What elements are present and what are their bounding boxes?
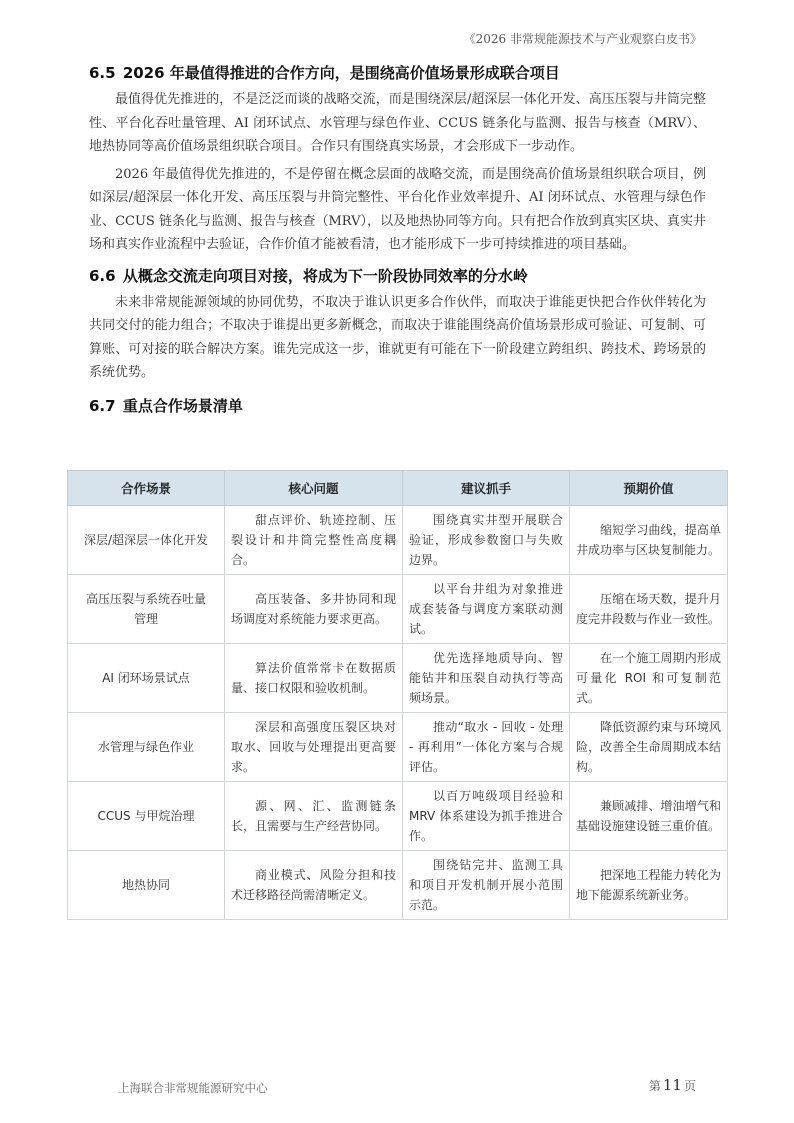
table-cell: 算法价值常常卡在数据质量、接口权限和验收机制。 (225, 644, 403, 713)
table-cell: 围绕钻完井、监测工具和项目开发机制开展小范围示范。 (403, 851, 570, 920)
table-cell: 高压装备、多井协同和现场调度对系统能力要求更高。 (225, 575, 403, 644)
table-cell: CCUS 与甲烷治理 (68, 782, 225, 851)
running-header: 《2026 非常规能源技术与产业观察白皮书》 (463, 32, 702, 46)
column-header: 预期价值 (570, 471, 728, 506)
section-heading-6-7 (89, 395, 706, 417)
section-heading-6-5 (89, 62, 706, 84)
table-cell: 优先选择地质导向、智能钻井和压裂自动执行等高频场景。 (403, 644, 570, 713)
table-cell: 降低资源约束与环境风险，改善全生命周期成本结构。 (570, 713, 728, 782)
table-cell: 以平台井组为对象推进成套装备与调度方案联动测试。 (403, 575, 570, 644)
column-header: 建议抓手 (403, 471, 570, 506)
section-number: 6.6 (89, 266, 116, 285)
table-cell: 商业模式、风险分担和技术迁移路径尚需清晰定义。 (225, 851, 403, 920)
page-number (649, 1076, 696, 1094)
table-header-row (68, 471, 728, 506)
table-cell: 把深地工程能力转化为地下能源系统新业务。 (570, 851, 728, 920)
table-cell: 压缩在场天数，提升月度完井段数与作业一致性。 (570, 575, 728, 644)
section-number: 6.5 (89, 64, 116, 82)
paragraph: 2026 年最值得优先推进的，不是停留在概念层面的战略交流，而是围绕高价值场景组织联合项目，例如深层/超深层一体化开发、高压压裂与井筒完整性、平台化作业效率提升、AI 闭环试点、水管理与绿色作业、CCUS 链条化与监测、报告与核查（MRV），以及地热协同等方向。只有把合作放到真实区块、真实井场和真实作业流程中去验证，合作价值才能被看清，也才能形成下一步可持续推进的项目基础。 (89, 166, 706, 252)
column-header: 合作场景 (68, 471, 225, 506)
table-row (68, 713, 728, 782)
section-title: 从概念交流走向项目对接，将成为下一阶段协同效率的分水岭 (122, 266, 528, 285)
table-cell: 源、网、汇、监测链条长，且需要与生产经营协同。 (225, 782, 403, 851)
page-number-value: 11 (662, 1076, 682, 1094)
section-number: 6.7 (89, 396, 116, 415)
page-suffix: 页 (683, 1079, 696, 1093)
paragraph: 未来非常规能源领域的协同优势，不取决于谁认识更多合作伙伴，而取决于谁能更快把合作伙伴转化为共同交付的能力组合；不取决于谁提出更多新概念，而取决于谁能围绕高价值场景形成可验证、可复制、可算账、可对接的联合解决方案。谁先完成这一步，谁就更有可能在下一阶段建立跨组织、跨技术、跨场景的系统优势。 (89, 294, 706, 380)
cooperation-scenario-table (67, 470, 727, 920)
table-row (68, 782, 728, 851)
table-cell: 高压压裂与系统吞吐量管理 (68, 575, 225, 644)
table-cell: 地热协同 (68, 851, 225, 920)
table-cell: 缩短学习曲线，提高单井成功率与区块复制能力。 (570, 506, 728, 575)
table-cell: 深层/超深层一体化开发 (68, 506, 225, 575)
section-heading-6-6 (89, 265, 706, 287)
footer-organization: 上海联合非常规能源研究中心 (118, 1081, 268, 1095)
section-title: 2026 年最值得推进的合作方向，是围绕高价值场景形成联合项目 (122, 64, 560, 82)
table-cell: 甜点评价、轨迹控制、压裂设计和井筒完整性高度耦合。 (225, 506, 403, 575)
paragraph: 最值得优先推进的，不是泛泛而谈的战略交流，而是围绕深层/超深层一体化开发、高压压裂与井筒完整性、平台化吞吐量管理、AI 闭环试点、水管理与绿色作业、CCUS 链条化与监测、报告与核查（MRV）、地热协同等高价值场景组织联合项目。合作只有围绕真实场景，才会形成下一步动作。 (89, 92, 706, 154)
table-cell: 水管理与绿色作业 (68, 713, 225, 782)
table-cell: 在一个施工周期内形成可量化 ROI 和可复制范式。 (570, 644, 728, 713)
table-cell: 深层和高强度压裂区块对取水、回收与处理提出更高要求。 (225, 713, 403, 782)
page-prefix: 第 (648, 1079, 661, 1093)
table-row (68, 644, 728, 713)
table-cell: 兼顾减排、增油增气和基础设施建设链三重价值。 (570, 782, 728, 851)
body-content (89, 62, 706, 421)
section-title: 重点合作场景清单 (122, 396, 243, 415)
table (67, 470, 728, 920)
table-row (68, 851, 728, 920)
table-cell: 推动“取水 - 回收 - 处理 - 再利用”一体化方案与合规评估。 (403, 713, 570, 782)
table-row (68, 506, 728, 575)
table-cell: 围绕真实井型开展联合验证，形成参数窗口与失败边界。 (403, 506, 570, 575)
table-row (68, 575, 728, 644)
table-cell: AI 闭环场景试点 (68, 644, 225, 713)
column-header: 核心问题 (225, 471, 403, 506)
table-cell: 以百万吨级项目经验和 MRV 体系建设为抓手推进合作。 (403, 782, 570, 851)
